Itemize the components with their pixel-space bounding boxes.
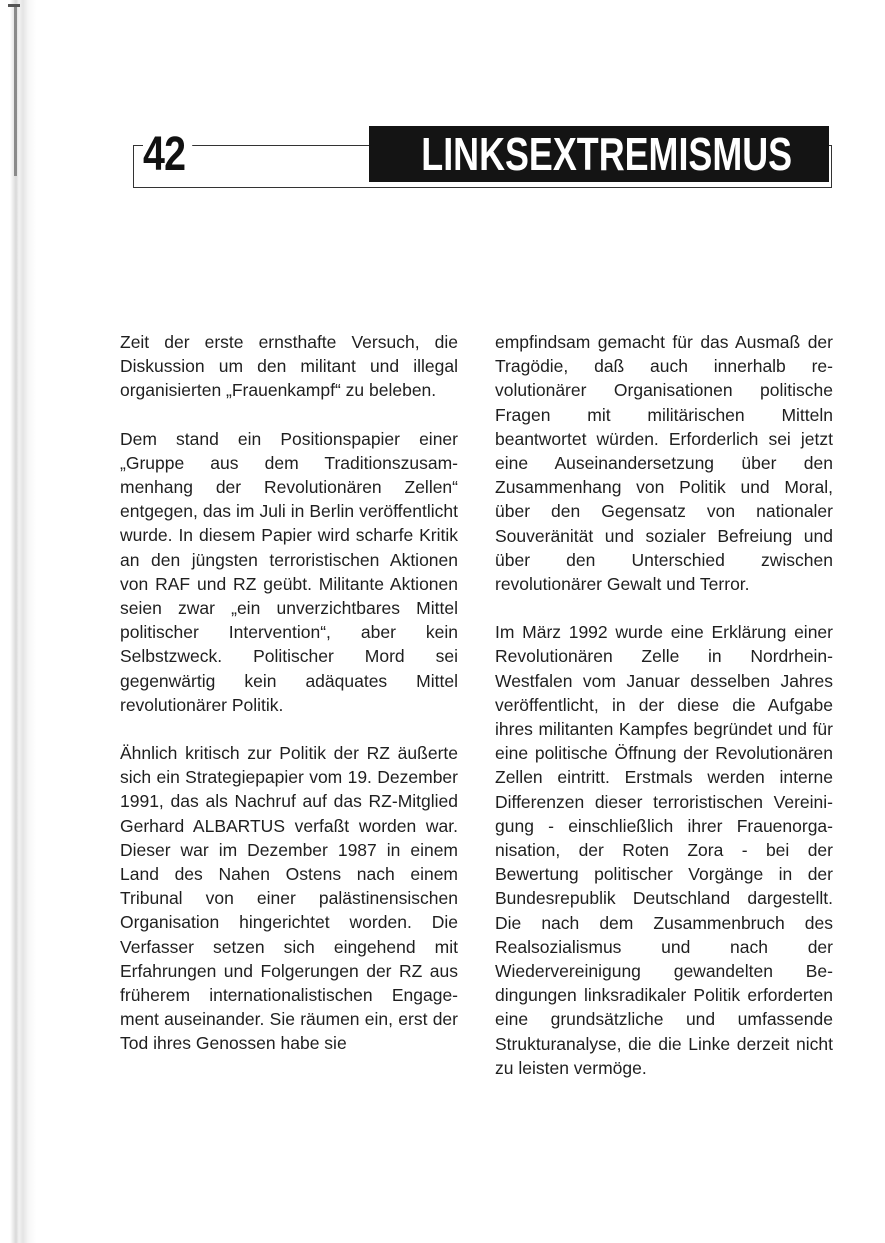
page-number: 42: [143, 128, 192, 182]
paragraph: Ähnlich kritisch zur Politik der RZ äußerte sich ein Strategiepapier vom 19. Dezember 1991, das als Nachruf auf das RZ-Mitglied Gerhard ALBARTUS verfaßt worden war. Dieser war im Dezember 1987 in einem Land des Nahen Ostens nach einem Tribunal von einer palästinensischen Organisation hingerichtet worden. Die Verfasser setzen sich eingehend mit Erfahrungen und Folgerungen der RZ aus früherem internationalistischen Engagement auseinander. Sie räumen ein, erst der Tod ihres Genossen habe sie: [120, 743, 458, 1054]
section-title-text: LINKSEXTREMISMUS: [421, 128, 793, 180]
paragraph: Zeit der erste ernsthafte Versuch, die Diskussion um den militant und illegal organisierten „Frauenkampf“ zu beleben.: [120, 332, 458, 401]
paragraph: empfindsam gemacht für das Ausmaß der Tragödie, daß auch innerhalb revolutionärer Organisationen politische Fragen mit militärischen Mitteln beantwortet würden. Erforderlich sei jetzt eine Auseinandersetzung über den Zusammenhang von Politik und Moral, über den Gegensatz von nationaler Souveränität und sozialer Befreiung und über den Unterschied zwischen revolutionärer Gewalt und Terror.: [495, 332, 833, 595]
binding-mark: [14, 6, 17, 176]
paragraph: Dem stand ein Positionspapier einer „Gruppe aus dem Traditionszusammenhang der Revolutionären Zellen“ entgegen, das im Juli in Berlin veröffentlicht wurde. In diesem Papier wird scharfe Kritik an den jüngsten terroristischen Aktionen von RAF und RZ geübt. Militante Aktionen seien zwar „ein unverzichtbares Mittel politischer Intervention“, aber kein Selbstzweck. Politischer Mord sei gegenwärtig kein adäquates Mittel revolutionärer Politik.: [120, 428, 458, 715]
right-column: [495, 330, 833, 1104]
section-title: [369, 126, 829, 182]
binding-corner-mark: [8, 4, 20, 7]
page-header: [133, 126, 832, 190]
page-binding-edge: [10, 0, 36, 1243]
paragraph: Im März 1992 wurde eine Erklärung einer Revolutionären Zelle in Nordrhein-Westfalen vom Januar desselben Jahres veröffentlicht, in der diese die Aufgabe ihres militanten Kampfes begründet und für eine politische Öffnung der Revolutionären Zellen eintritt. Erstmals werden interne Differenzen dieser terroristischen Vereinigung - einschließlich ihrer Frauenorganisation, der Roten Zora - bei der Bewertung politischer Vorgänge in der Bundesrepublik Deutschland dargestellt. Die nach dem Zusammenbruch des Realsozialismus und nach der Wiedervereinigung gewandelten Bedingungen linksradikaler Politik erforderten eine grundsätzliche und umfassende Strukturanalyse, die die Linke derzeit nicht zu leisten vermöge.: [495, 622, 833, 1078]
left-column: [120, 330, 458, 1080]
